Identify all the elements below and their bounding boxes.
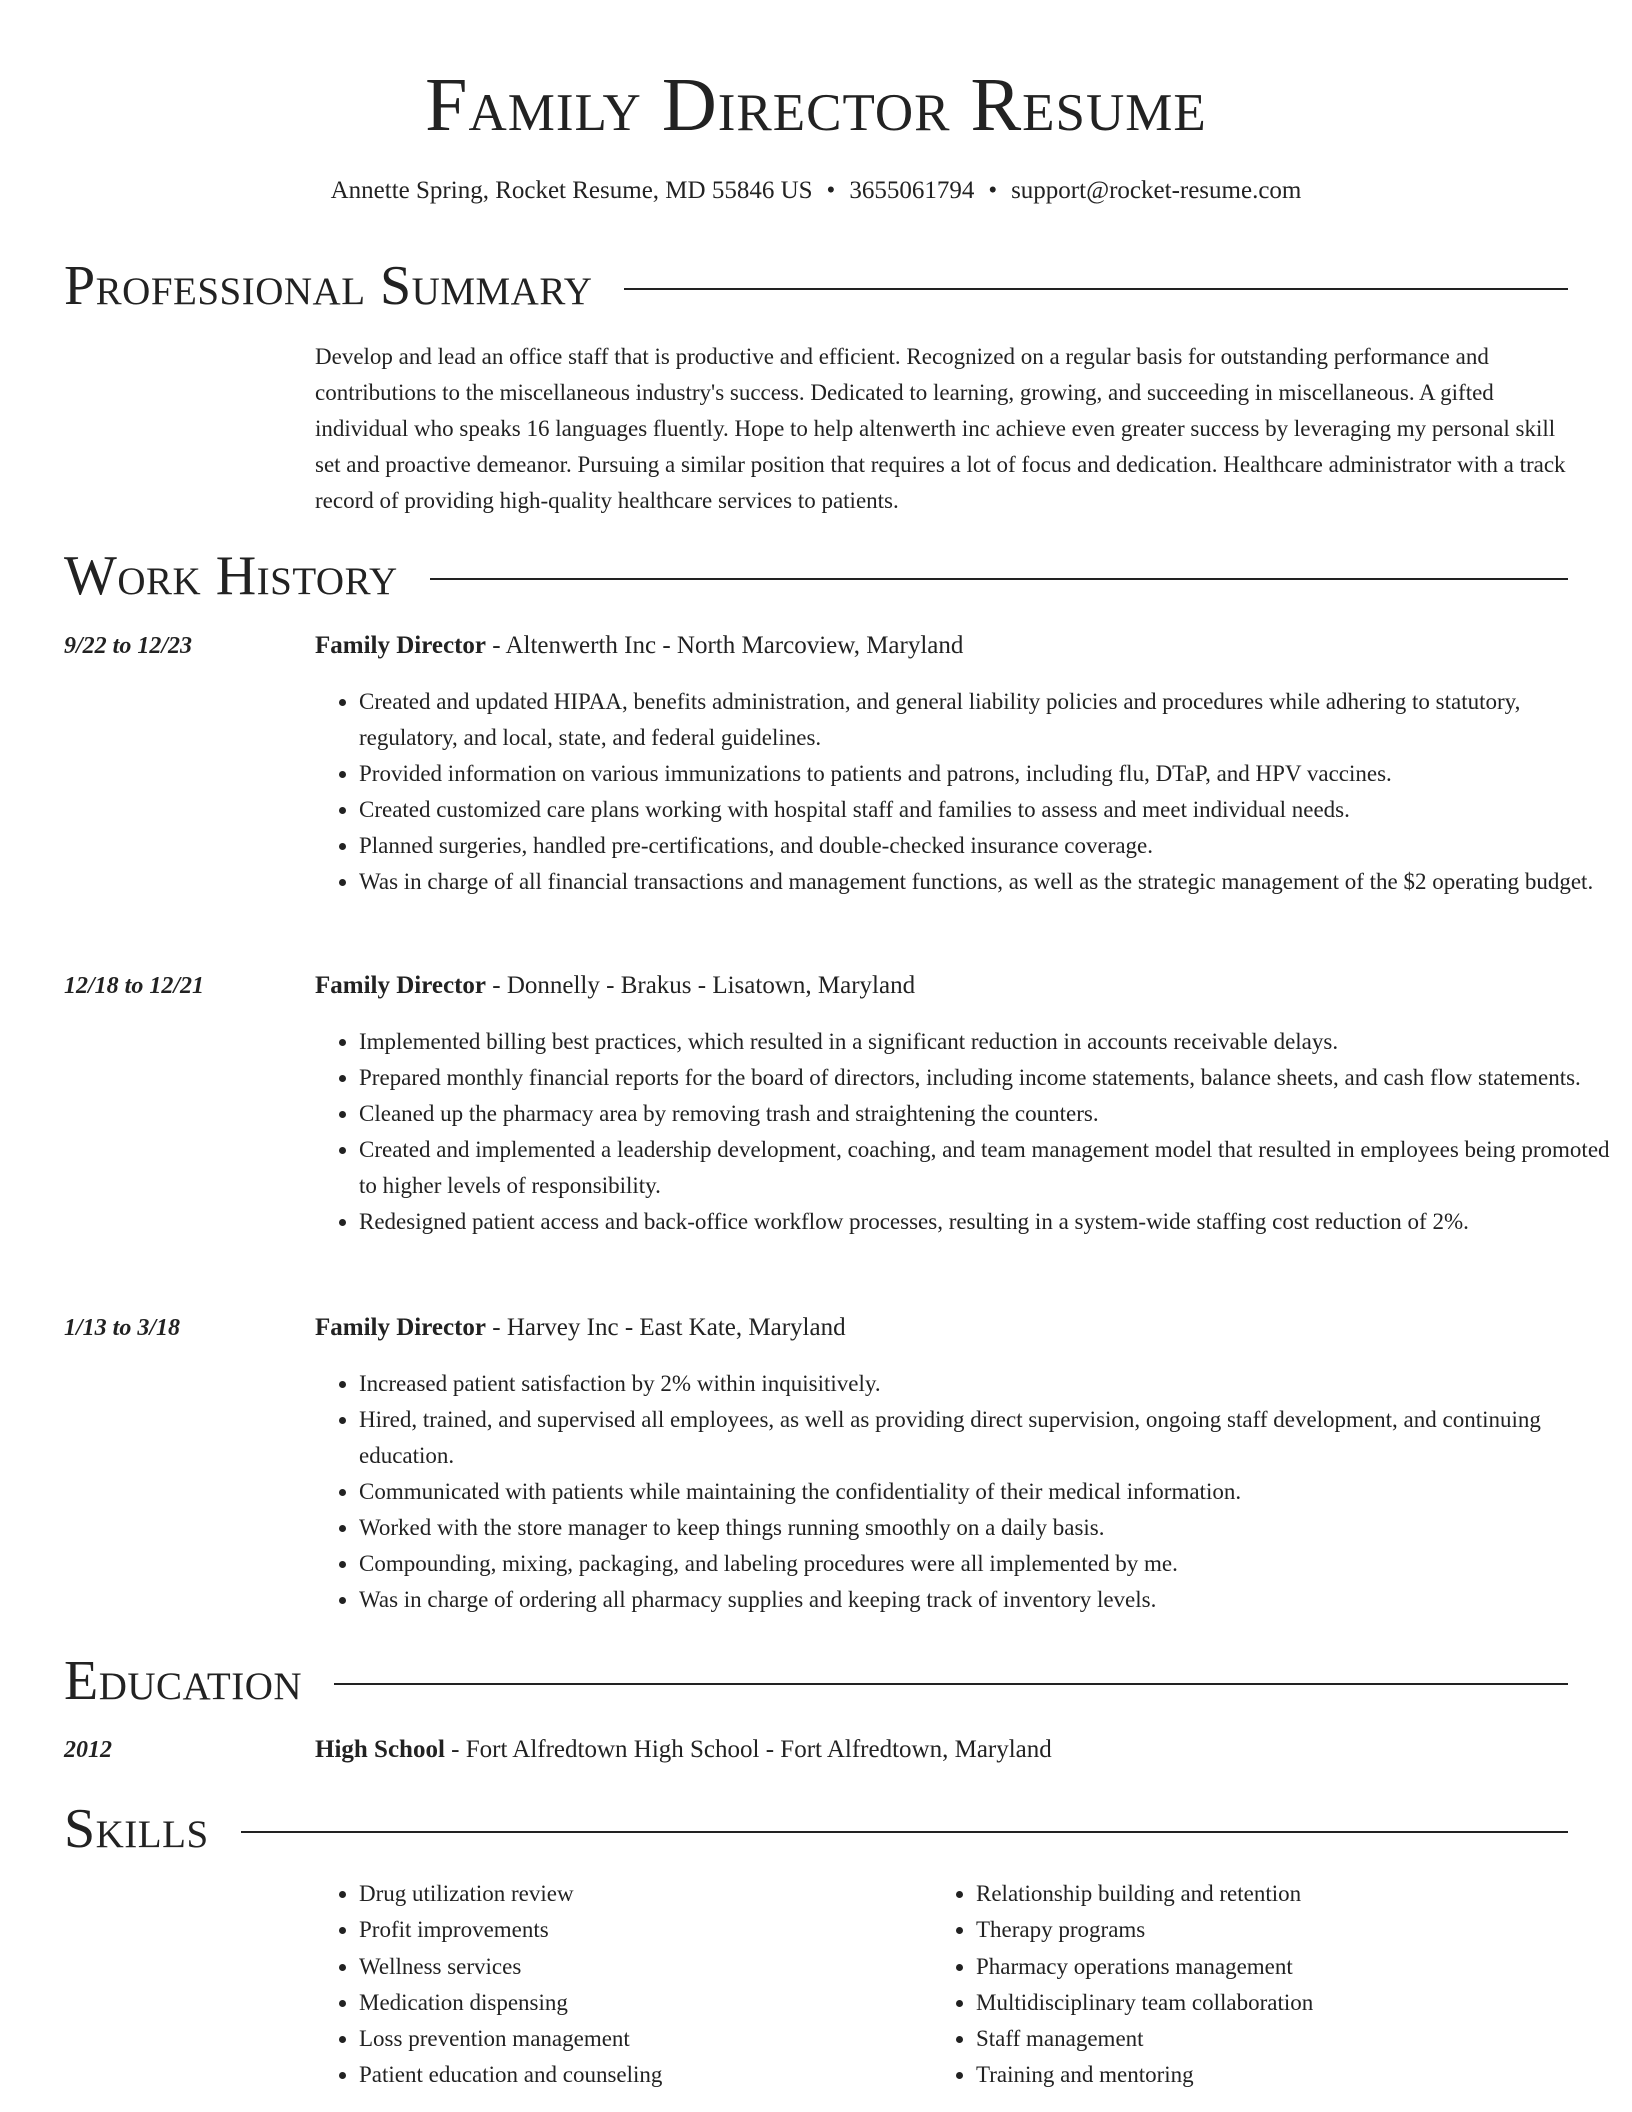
contact-phone: 3655061794 [849, 177, 975, 204]
skills-list-right [932, 1876, 1549, 2094]
section-divider [241, 1831, 1568, 1833]
job-heading [315, 968, 915, 1004]
summary-text: Develop and lead an office staff that is productive and efficient. Recognized on a regular basis for outstanding performance and contributions to the miscellaneous industry's success. Dedicated to learning, growing, and succeeding in miscellaneous. A gifted individual who speaks 16 languages fluently. Hope to help altenwerth inc achieve even greater success by leveraging my personal skill set and proactive demeanor. Pursuing a similar position that requires a lot of focus and dedication. Healthcare administrator with a track record of providing high-quality healthcare services to patients. [315, 344, 1566, 513]
job-bullets [315, 684, 1612, 900]
skill-item: • Drug utilization review [359, 1876, 932, 1912]
job-dates: 1/13 to 3/18 [64, 1315, 181, 1341]
skill-item: • Staff management [976, 2021, 1549, 2057]
list-item: • Prepared monthly financial reports for the board of directors, including income statements, balance sheets, and cash flow statements. [359, 1060, 1612, 1096]
list-item: • Created customized care plans working with hospital staff and families to assess and meet individual needs. [359, 792, 1612, 828]
work-heading: Work History [64, 545, 398, 607]
contact-line [64, 174, 1568, 208]
skill-item: • Relationship building and retention [976, 1876, 1549, 1912]
list-item: • Increased patient satisfaction by 2% within inquisitively. [359, 1366, 1612, 1402]
job-title: Family Director [315, 1314, 486, 1341]
list-item: • Implemented billing best practices, which resulted in a significant reduction in accounts receivable delays. [359, 1024, 1612, 1060]
list-item: • Planned surgeries, handled pre-certifications, and double-checked insurance coverage. [359, 828, 1612, 864]
skill-item: • Wellness services [359, 1949, 932, 1985]
job-bullets [315, 1024, 1612, 1240]
contact-separator: • [826, 177, 836, 204]
summary-section-header [64, 256, 1568, 316]
job-title: Family Director [315, 972, 486, 999]
list-item: • Was in charge of all financial transactions and management functions, as well as the strategic management of the $2 operating budget. [359, 864, 1612, 900]
education-degree: High School [315, 1736, 445, 1763]
section-divider [334, 1683, 1568, 1685]
job-dates: 12/18 to 12/21 [64, 973, 205, 999]
job-details: - Harvey Inc - East Kate, Maryland [486, 1314, 846, 1341]
skill-item: • Training and mentoring [976, 2057, 1549, 2093]
skill-item: • Loss prevention management [359, 2021, 932, 2057]
list-item: • Communicated with patients while maintaining the confidentiality of their medical information. [359, 1474, 1612, 1510]
list-item: • Provided information on various immunizations to patients and patrons, including flu, DTaP, and HPV vaccines. [359, 756, 1612, 792]
skill-item: • Therapy programs [976, 1912, 1549, 1948]
resume-title: Family Director Resume [425, 63, 1207, 147]
job-bullets [315, 1366, 1612, 1618]
job-details: - Donnelly - Brakus - Lisatown, Maryland [486, 972, 916, 999]
skill-item: • Profit improvements [359, 1912, 932, 1948]
job-details: - Altenwerth Inc - North Marcoview, Maryland [486, 632, 964, 659]
skill-item: • Patient education and counseling [359, 2057, 932, 2093]
contact-address: Annette Spring, Rocket Resume, MD 55846 US [330, 177, 813, 204]
skill-item: • Pharmacy operations management [976, 1949, 1549, 1985]
skills-columns [315, 1876, 1568, 2094]
skill-item: • Multidisciplinary team collaboration [976, 1985, 1549, 2021]
job-heading [315, 1310, 846, 1346]
education-section-header [64, 1651, 1568, 1711]
list-item: • Cleaned up the pharmacy area by removing trash and straightening the counters. [359, 1096, 1612, 1132]
skills-list-left [315, 1876, 932, 2094]
education-heading-line [315, 1732, 1052, 1768]
work-section-header [64, 546, 1568, 606]
list-item: • Compounding, mixing, packaging, and labeling procedures were all implemented by me. [359, 1546, 1612, 1582]
job-heading [315, 628, 963, 664]
skills-section-header [64, 1799, 1568, 1859]
list-item: • Worked with the store manager to keep things running smoothly on a daily basis. [359, 1510, 1612, 1546]
education-details: - Fort Alfredtown High School - Fort Alfredtown, Maryland [444, 1736, 1052, 1763]
section-divider [624, 288, 1568, 290]
list-item: • Redesigned patient access and back-office workflow processes, resulting in a system-wide staffing cost reduction of 2%. [359, 1204, 1612, 1240]
job-title: Family Director [315, 632, 486, 659]
job-dates: 9/22 to 12/23 [64, 633, 193, 659]
summary-heading: Professional Summary [64, 255, 593, 317]
contact-email: support@rocket-resume.com [1011, 177, 1302, 204]
education-year: 2012 [64, 1737, 112, 1763]
skills-heading: Skills [64, 1798, 209, 1860]
list-item: • Hired, trained, and supervised all employees, as well as providing direct supervision, ongoing staff development, and continuing education. [359, 1402, 1612, 1474]
section-divider [430, 578, 1568, 580]
list-item: • Created and updated HIPAA, benefits administration, and general liability policies and procedures while adhering to statutory, regulatory, and local, state, and federal guidelines. [359, 684, 1612, 756]
contact-separator: • [988, 177, 998, 204]
skill-item: • Medication dispensing [359, 1985, 932, 2021]
list-item: • Was in charge of ordering all pharmacy supplies and keeping track of inventory levels. [359, 1582, 1612, 1618]
list-item: • Created and implemented a leadership development, coaching, and team management model that resulted in employees being promoted to higher levels of responsibility. [359, 1132, 1612, 1204]
education-heading: Education [64, 1650, 303, 1712]
